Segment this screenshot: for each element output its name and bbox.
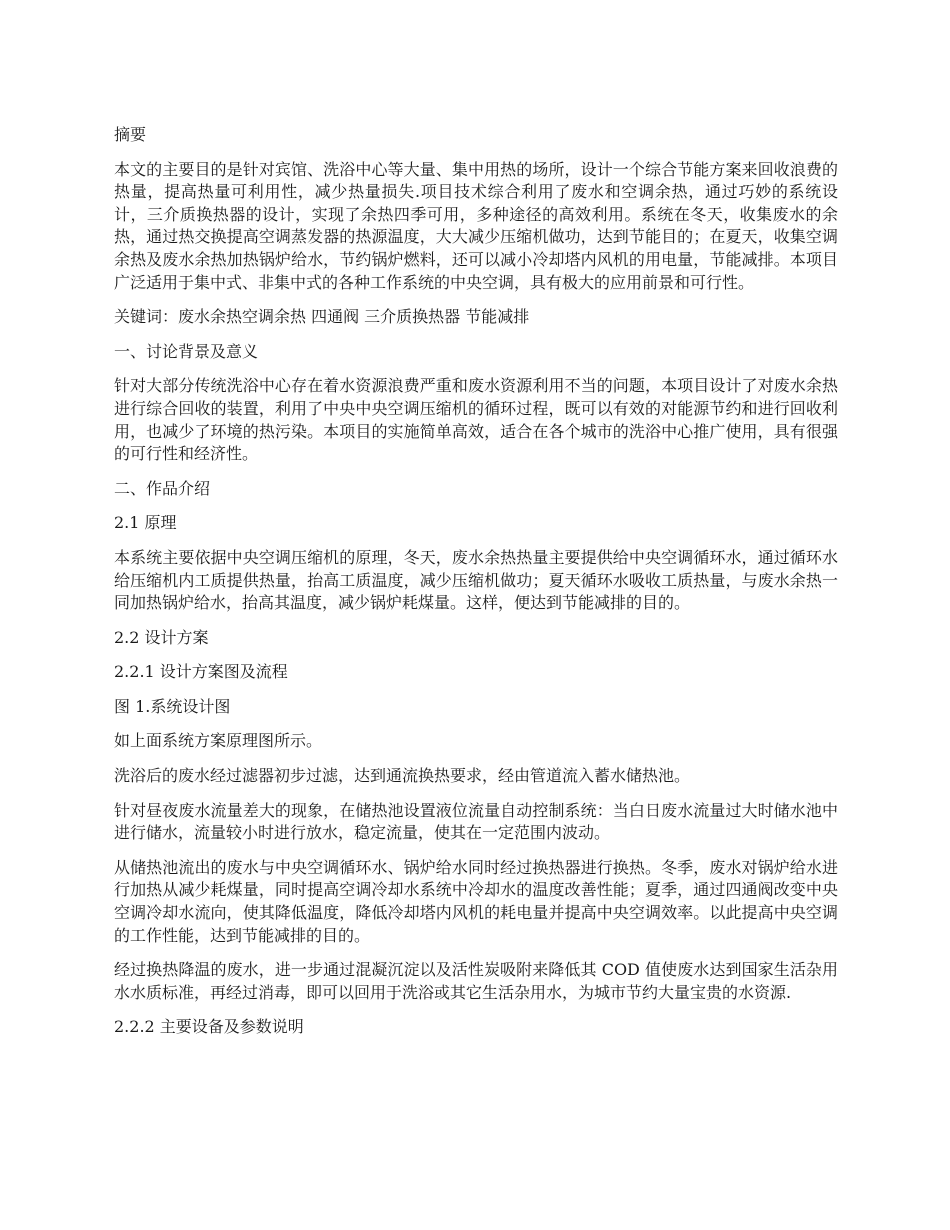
paragraph-flow-control: 针对昼夜废水流量差大的现象，在储热池设置液位流量自动控制系统：当白日废水流量过大时储水池中进行储水，流量较小时进行放水，稳定流量，使其在一定范围内波动。	[114, 800, 838, 843]
section-2-2-2-heading: 2.2.2 主要设备及参数说明	[114, 1017, 304, 1037]
document-page	[114, 124, 838, 1051]
section-2-heading: 二、作品介绍	[114, 478, 211, 498]
paragraph-heat-exchange: 从储热池流出的废水与中央空调循环水、锅炉给水同时经过换热器进行换热。冬季，废水对锅炉给水进行加热从减少耗煤量，同时提高空调冷却水系统中冷却水的温度改善性能；夏季，通过四通阀改变中央空调冷却水流向，使其降低温度，降低冷却塔内风机的耗电量并提高中央空调效率。以此提高中央空调的工作性能，达到节能减排的目的。	[114, 857, 838, 945]
section-2-2-heading: 2.2 设计方案	[114, 627, 209, 647]
section-2-1-body: 本系统主要依据中央空调压缩机的原理，冬天，废水余热热量主要提供给中央空调循环水，通过循环水给压缩机内工质提供热量，抬高工质温度，减少压缩机做功；夏天循环水吸收工质热量，与废水余热一同加热锅炉给水，抬高其温度，减少锅炉耗煤量。这样，便达到节能减排的目的。	[114, 547, 838, 613]
abstract-heading: 摘要	[114, 125, 147, 144]
abstract-body: 本文的主要目的是针对宾馆、洗浴中心等大量、集中用热的场所，设计一个综合节能方案来回收浪费的热量，提高热量可利用性，减少热量损失.项目技术综合利用了废水和空调余热，通过巧妙的系统设计，三介质换热器的设计，实现了余热四季可用，多种途径的高效利用。系统在冬天，收集废水的余热，通过热交换提高空调蒸发器的热源温度，大大减少压缩机做功，达到节能目的；在夏天，收集空调余热及废水余热加热锅炉给水，节约锅炉燃料，还可以减小冷却塔内风机的用电量，节能减排。本项目广泛适用于集中式、非集中式的各种工作系统的中央空调，具有极大的应用前景和可行性。	[114, 159, 838, 292]
figure-caption: 图 1.系统设计图	[114, 696, 231, 716]
keywords: 关键词：废水余热空调余热 四通阀 三介质换热器 节能减排	[114, 307, 530, 327]
section-1-body: 针对大部分传统洗浴中心存在着水资源浪费严重和废水资源利用不当的问题，本项目设计了对废水余热进行综合回收的装置，利用了中央中央空调压缩机的循环过程，既可以有效的对能源节约和进行回收利用，也减少了环境的热污染。本项目的实施简单高效，适合在各个城市的洗浴中心推广使用，具有很强的可行性和经济性。	[114, 376, 838, 464]
paragraph-water-treatment: 经过换热降温的废水，进一步通过混凝沉淀以及活性炭吸附来降低其 COD 值使废水达到国家生活杂用水水质标准，再经过消毒，即可以回用于洗浴或其它生活杂用水，为城市节约大量宝贵的水资源.	[114, 960, 838, 1002]
paragraph-filtering: 洗浴后的废水经过滤器初步过滤，达到通流换热要求，经由管道流入蓄水储热池。	[114, 766, 691, 786]
section-2-1-heading: 2.1 原理	[114, 513, 177, 533]
paragraph-figure-reference: 如上面系统方案原理图所示。	[114, 731, 323, 751]
section-2-2-1-heading: 2.2.1 设计方案图及流程	[114, 662, 288, 682]
section-1-heading: 一、讨论背景及意义	[114, 341, 259, 361]
